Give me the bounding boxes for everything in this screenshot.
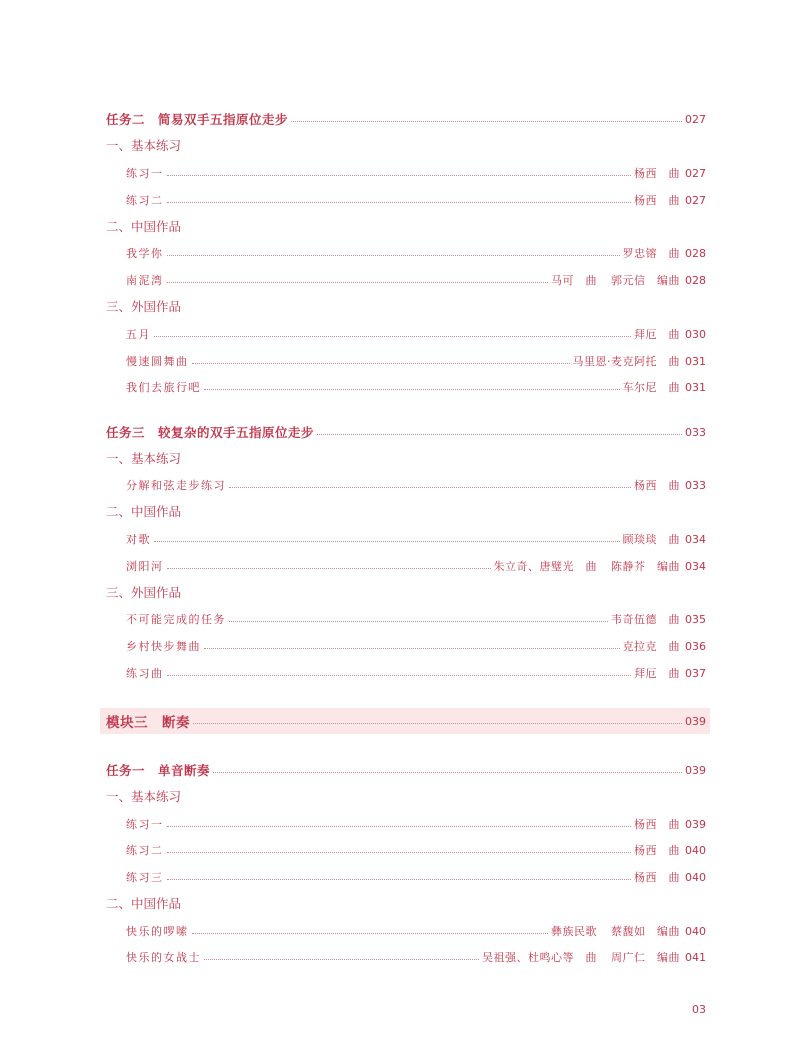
composer-credit: 拜厄 曲 [634,667,680,680]
toc-item[interactable] [126,242,706,264]
composer-credit: 杨西 曲 [634,194,680,207]
task-entry[interactable] [106,421,706,443]
toc-item[interactable] [126,162,706,184]
dot-leader [167,842,632,853]
task-title: 任务一 单音断奏 [106,763,211,778]
dot-leader [167,665,632,676]
dot-leader [204,949,479,960]
composer-credit: 杨西 曲 [634,818,680,831]
arranger-credit: 郭元信 编曲 [611,274,680,287]
task-entry[interactable] [106,108,706,130]
piece-title: 我学你 [126,247,164,260]
piece-title: 南泥湾 [126,274,164,287]
piece-title: 练习二 [126,844,164,857]
dot-leader [204,379,620,390]
task-title: 任务二 简易双手五指原位走步 [106,112,289,127]
toc-item[interactable] [126,635,706,657]
dot-leader [204,638,620,649]
composer-credit: 克拉克 曲 [622,640,680,653]
page-number: 030 [685,327,706,341]
piece-title: 不可能完成的任务 [126,613,226,626]
page-number: 027 [685,166,706,180]
dot-leader [167,272,549,283]
task-entry[interactable] [106,759,706,781]
toc-item[interactable] [126,866,706,888]
composer-credit: 杨西 曲 [634,479,680,492]
page-number: 037 [685,666,706,680]
composer-credit: 顾琰琰 曲 [622,533,680,546]
category-heading: 二、中国作品 [106,219,182,234]
dot-leader [167,816,632,827]
piece-title: 练习曲 [126,667,164,680]
page-number: 028 [685,273,706,287]
composer-credit: 吴祖强、杜鸣心等 曲 [482,951,597,964]
page-number: 028 [685,246,706,260]
piece-title: 练习一 [126,167,164,180]
page-number: 033 [685,478,706,492]
task-page: 027 [685,112,706,126]
piece-title: 练习一 [126,818,164,831]
composer-credit: 杨西 曲 [634,871,680,884]
page-number: 027 [685,193,706,207]
toc-item[interactable] [126,920,706,942]
dot-leader [229,611,608,622]
dot-leader [167,192,632,203]
task-title: 任务三 较复杂的双手五指原位走步 [106,425,315,440]
task-page: 033 [685,425,706,439]
dot-leader [154,531,620,542]
composer-credit: 拜厄 曲 [634,328,680,341]
dot-leader [167,165,632,176]
toc-item[interactable] [126,946,706,968]
dot-leader [213,762,682,773]
dot-leader [229,477,631,488]
page-number: 040 [685,870,706,884]
page-number: 034 [685,559,706,573]
page-number: 034 [685,532,706,546]
dot-leader [192,353,570,364]
arranger-credit: 蔡馥如 编曲 [611,925,680,938]
dot-leader [192,923,549,934]
page-number: 039 [685,817,706,831]
dot-leader [193,713,682,724]
module-title: 模块三 断奏 [106,715,190,731]
category-heading: 二、中国作品 [106,896,182,911]
piece-title: 分解和弦走步练习 [126,479,226,492]
toc-item[interactable] [126,555,706,577]
category-heading: 一、基本练习 [106,138,182,153]
category-heading: 三、外国作品 [106,299,182,314]
task-page: 039 [685,763,706,777]
piece-title: 快乐的女战士 [126,951,201,964]
dot-leader [167,558,491,569]
page-number: 035 [685,612,706,626]
dot-leader [291,111,682,122]
page-number: 036 [685,639,706,653]
piece-title: 练习三 [126,871,164,884]
page-number: 040 [685,843,706,857]
toc-item[interactable] [126,376,706,398]
toc-item[interactable] [126,269,706,291]
arranger-credit: 陈静芥 编曲 [611,560,680,573]
dot-leader [167,869,632,880]
toc-item[interactable] [126,189,706,211]
module-page: 039 [685,714,706,728]
toc-item[interactable] [126,813,706,835]
arranger-credit: 周广仁 编曲 [611,951,680,964]
category-heading: 一、基本练习 [106,451,182,466]
toc-item[interactable] [126,662,706,684]
toc-item[interactable] [126,839,706,861]
composer-credit: 杨西 曲 [634,844,680,857]
piece-title: 对歌 [126,533,151,546]
page-number: 040 [685,924,706,938]
module-entry[interactable] [100,708,710,734]
composer-credit: 车尔尼 曲 [622,381,680,394]
page-number: 031 [685,354,706,368]
composer-credit: 杨西 曲 [634,167,680,180]
dot-leader [154,326,631,337]
category-heading: 一、基本练习 [106,789,182,804]
dot-leader [167,245,620,256]
toc-item[interactable] [126,350,706,372]
piece-title: 浏阳河 [126,560,164,573]
category-heading: 二、中国作品 [106,504,182,519]
composer-credit: 朱立奇、唐璧光 曲 [493,560,597,573]
page-number: 031 [685,380,706,394]
piece-title: 我们去旅行吧 [126,381,201,394]
toc-item[interactable] [126,323,706,345]
composer-credit: 马可 曲 [551,274,597,287]
toc-item[interactable] [126,528,706,550]
dot-leader [317,424,682,435]
composer-credit: 彝族民歌 [551,925,597,938]
piece-title: 五月 [126,328,151,341]
page-number-footer: 03 [692,1003,706,1016]
page-number: 041 [685,950,706,964]
composer-credit: 马里恩·麦克阿托 曲 [572,355,680,368]
piece-title: 慢速圆舞曲 [126,355,189,368]
piece-title: 练习二 [126,194,164,207]
toc-item[interactable] [126,608,706,630]
toc-item[interactable] [126,474,706,496]
piece-title: 快乐的啰嗦 [126,925,189,938]
piece-title: 乡村快步舞曲 [126,640,201,653]
composer-credit: 罗忠镕 曲 [622,247,680,260]
category-heading: 三、外国作品 [106,585,182,600]
composer-credit: 韦奇伍德 曲 [611,613,680,626]
